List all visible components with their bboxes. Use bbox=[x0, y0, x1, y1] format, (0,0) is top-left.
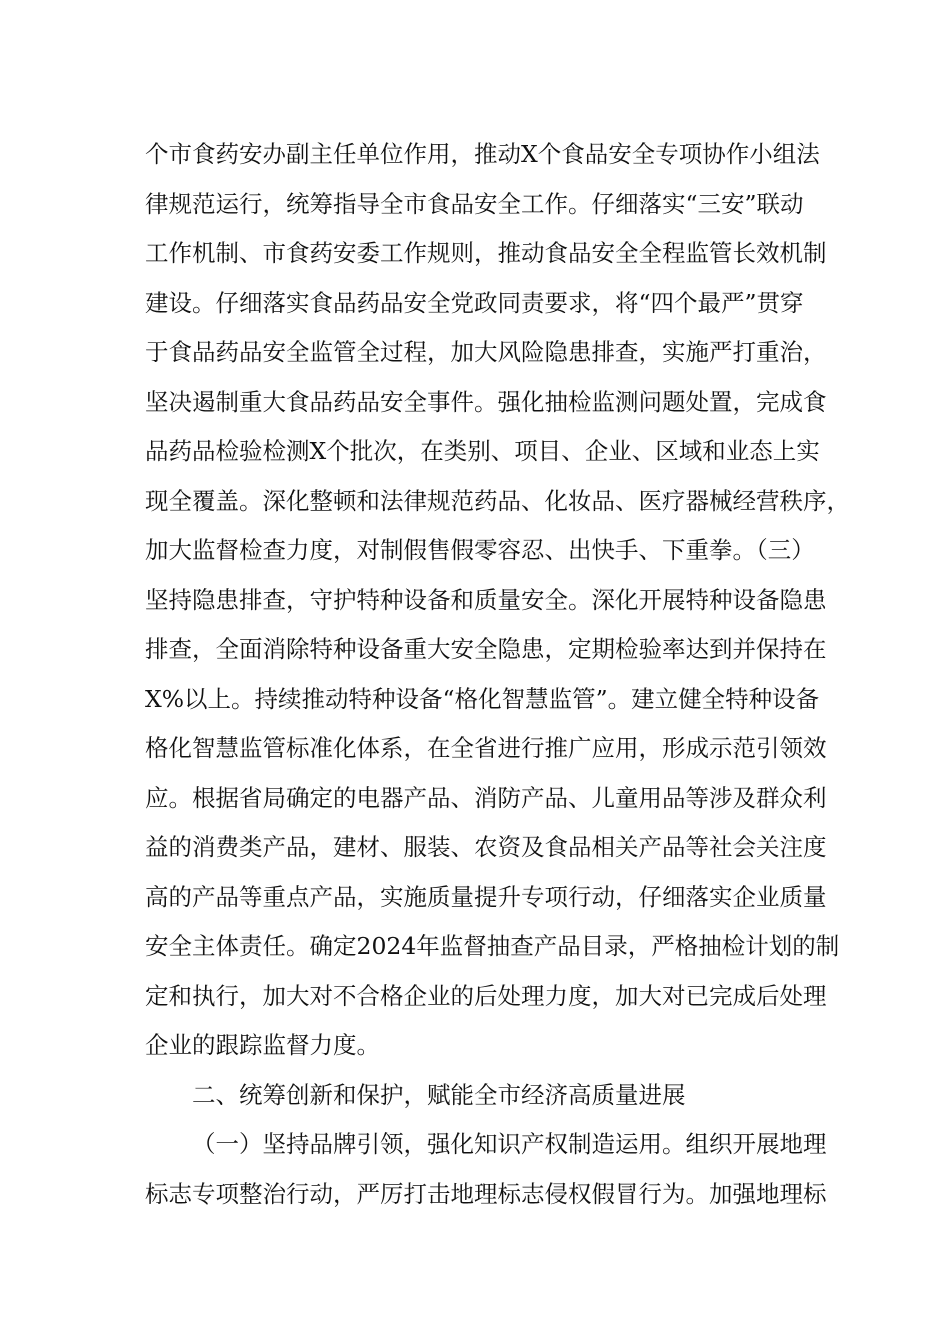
text-line: 企业的跟踪监督力度。 bbox=[145, 1031, 380, 1059]
text-line: 格化智慧监管标准化体系，在全省进行推广应用，形成示范引领效 bbox=[145, 734, 827, 762]
text-line: 品药品检验检测X个批次，在类别、项目、企业、区域和业态上实 bbox=[145, 437, 820, 465]
text-line: 益的消费类产品，建材、服装、农资及食品相关产品等社会关注度 bbox=[145, 833, 827, 861]
text-line: 排查，全面消除特种设备重大安全隐患，定期检验率达到并保持在 bbox=[145, 635, 827, 663]
text-line: 律规范运行，统筹指导全市食品安全工作。仔细落实“三安”联动 bbox=[145, 189, 804, 218]
body-text bbox=[145, 130, 850, 1219]
text-line: 坚持隐患排查，守护特种设备和质量安全。深化开展特种设备隐患 bbox=[145, 585, 827, 614]
section-heading: 二、统筹创新和保护，赋能全市经济高质量进展 bbox=[192, 1080, 686, 1109]
text-line: 加大监督检查力度，对制假售假零容忍、出快手、下重拳。（三） bbox=[145, 536, 815, 564]
text-line: 应。根据省局确定的电器产品、消防产品、儿童用品等涉及群众利 bbox=[145, 783, 827, 812]
text-line: 于食品药品安全监管全过程，加大风险隐患排查，实施严打重治， bbox=[145, 338, 827, 366]
text-line: 个市食药安办副主任单位作用，推动X个食品安全专项协作小组法 bbox=[145, 140, 820, 168]
text-line: 标志专项整治行动，严厉打击地理标志侵权假冒行为。加强地理标 bbox=[145, 1179, 827, 1208]
text-line: X%以上。持续推动特种设备“格化智慧监管”。建立健全特种设备 bbox=[145, 684, 820, 713]
text-line: 高的产品等重点产品，实施质量提升专项行动，仔细落实企业质量 bbox=[145, 882, 827, 911]
text-line: 工作机制、市食药安委工作规则，推动食品安全全程监管长效机制 bbox=[145, 239, 827, 267]
text-line: 定和执行，加大对不合格企业的后处理力度，加大对已完成后处理 bbox=[145, 981, 827, 1010]
text-line: 现全覆盖。深化整顿和法律规范药品、化妆品、医疗器械经营秩序， bbox=[145, 486, 850, 515]
text-line: 安全主体责任。确定2024年监督抽查产品目录，严格抽检计划的制 bbox=[145, 932, 840, 960]
text-line: 建设。仔细落实食品药品安全党政同责要求，将“四个最严”贯穿 bbox=[145, 288, 804, 317]
text-line: 坚决遏制重大食品药品安全事件。强化抽检监测问题处置，完成食 bbox=[145, 387, 827, 416]
subsection-heading: （一）坚持品牌引领，强化知识产权制造运用。组织开展地理 bbox=[192, 1130, 827, 1158]
